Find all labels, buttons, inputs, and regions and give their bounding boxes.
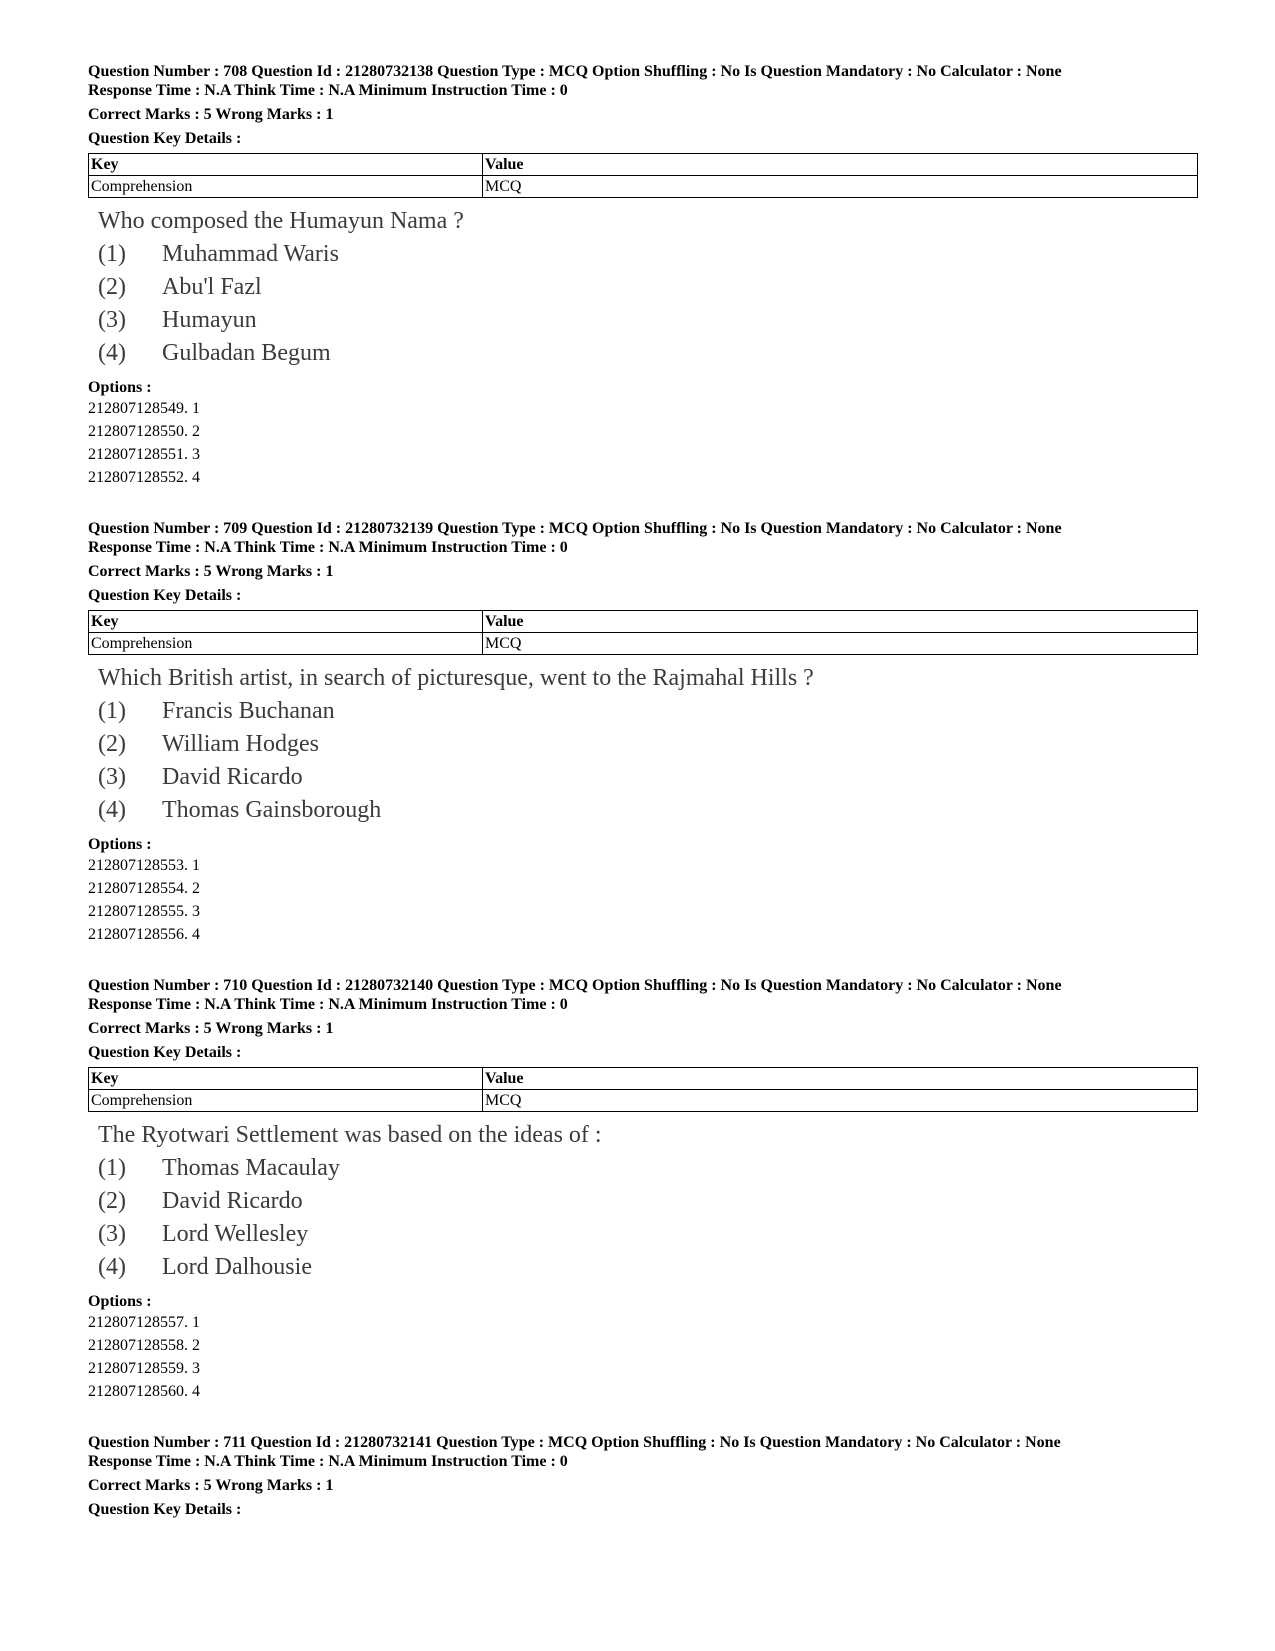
key-details-label: Question Key Details :	[88, 1501, 242, 1518]
question-meta-line-1: Question Number : 711 Question Id : 21280732141 Question Type : MCQ Option Shuffling : No Is Question Mandatory : No Calculator : None	[88, 1434, 1061, 1451]
option-line: 212807128558. 2	[88, 1337, 200, 1354]
choice-number: (4)	[98, 1254, 126, 1280]
choice-number: (2)	[98, 731, 126, 757]
choice-item	[98, 1185, 1198, 1218]
choice-text: William Hodges	[162, 731, 320, 757]
marks-line: Correct Marks : 5 Wrong Marks : 1	[88, 1477, 334, 1494]
table-header-key: Key	[89, 1068, 483, 1090]
key-details-table	[88, 610, 1198, 655]
choice-number: (1)	[98, 1155, 126, 1181]
options-label: Options :	[88, 836, 152, 853]
table-header-row	[89, 154, 1198, 176]
choice-item	[98, 728, 1198, 761]
table-row	[89, 1090, 1198, 1112]
choice-number: (3)	[98, 764, 126, 790]
key-details-table	[88, 1067, 1198, 1112]
option-line: 212807128552. 4	[88, 469, 200, 486]
table-cell-value: MCQ	[483, 633, 1198, 655]
choice-number: (2)	[98, 274, 126, 300]
choice-item	[98, 695, 1198, 728]
option-line: 212807128550. 2	[88, 423, 200, 440]
table-header-value: Value	[483, 1068, 1198, 1090]
option-line: 212807128556. 4	[88, 926, 200, 943]
option-line: 212807128549. 1	[88, 400, 200, 417]
choice-text: Abu'l Fazl	[162, 274, 262, 300]
choice-item	[98, 1251, 1198, 1284]
choice-number: (3)	[98, 1221, 126, 1247]
table-cell-value: MCQ	[483, 1090, 1198, 1112]
question-image	[98, 206, 1198, 370]
table-header-value: Value	[483, 154, 1198, 176]
choice-text: David Ricardo	[162, 1188, 303, 1214]
options-label: Options :	[88, 1293, 152, 1310]
key-details-label: Question Key Details :	[88, 1044, 242, 1061]
choice-item	[98, 238, 1198, 271]
question-text: The Ryotwari Settlement was based on the ideas of :	[98, 1122, 602, 1148]
option-line: 212807128559. 3	[88, 1360, 200, 1377]
choice-text: Muhammad Waris	[162, 241, 339, 267]
table-header-key: Key	[89, 611, 483, 633]
marks-line: Correct Marks : 5 Wrong Marks : 1	[88, 1020, 334, 1037]
question-meta-line-1: Question Number : 708 Question Id : 21280732138 Question Type : MCQ Option Shuffling : No Is Question Mandatory : No Calculator : None	[88, 63, 1062, 80]
option-line: 212807128555. 3	[88, 903, 200, 920]
choice-text: Lord Wellesley	[162, 1221, 309, 1247]
choice-text: Gulbadan Begum	[162, 340, 331, 366]
option-line: 212807128551. 3	[88, 446, 200, 463]
key-details-label: Question Key Details :	[88, 130, 242, 147]
choice-number: (4)	[98, 797, 126, 823]
question-block-709	[88, 519, 1198, 946]
choice-item	[98, 1152, 1198, 1185]
question-meta-line-2: Response Time : N.A Think Time : N.A Minimum Instruction Time : 0	[88, 82, 568, 99]
choice-item	[98, 271, 1198, 304]
table-row	[89, 176, 1198, 198]
question-block-711	[88, 1433, 1198, 1519]
choice-text: Lord Dalhousie	[162, 1254, 312, 1280]
marks-line: Correct Marks : 5 Wrong Marks : 1	[88, 106, 334, 123]
choice-item	[98, 304, 1198, 337]
question-meta-line-2: Response Time : N.A Think Time : N.A Minimum Instruction Time : 0	[88, 996, 568, 1013]
key-details-label: Question Key Details :	[88, 587, 242, 604]
table-cell-key: Comprehension	[89, 633, 483, 655]
table-header-value: Value	[483, 611, 1198, 633]
table-cell-value: MCQ	[483, 176, 1198, 198]
choice-text: Humayun	[162, 307, 257, 333]
option-line: 212807128553. 1	[88, 857, 200, 874]
choice-text: Thomas Gainsborough	[162, 797, 382, 823]
choice-number: (2)	[98, 1188, 126, 1214]
table-cell-key: Comprehension	[89, 1090, 483, 1112]
question-image	[98, 1120, 1198, 1284]
option-line: 212807128560. 4	[88, 1383, 200, 1400]
marks-line: Correct Marks : 5 Wrong Marks : 1	[88, 563, 334, 580]
choice-item	[98, 337, 1198, 370]
choice-item	[98, 794, 1198, 827]
question-block-710	[88, 976, 1198, 1403]
table-header-row	[89, 1068, 1198, 1090]
choice-text: Francis Buchanan	[162, 698, 335, 724]
choice-text: Thomas Macaulay	[162, 1155, 340, 1181]
choice-item	[98, 1218, 1198, 1251]
table-header-row	[89, 611, 1198, 633]
key-details-table	[88, 153, 1198, 198]
table-cell-key: Comprehension	[89, 176, 483, 198]
option-line: 212807128557. 1	[88, 1314, 200, 1331]
table-row	[89, 633, 1198, 655]
question-meta-line-2: Response Time : N.A Think Time : N.A Minimum Instruction Time : 0	[88, 539, 568, 556]
choice-text: David Ricardo	[162, 764, 303, 790]
choice-item	[98, 761, 1198, 794]
option-line: 212807128554. 2	[88, 880, 200, 897]
options-label: Options :	[88, 379, 152, 396]
choice-number: (1)	[98, 698, 126, 724]
document-page	[88, 62, 1198, 1549]
question-meta-line-2: Response Time : N.A Think Time : N.A Minimum Instruction Time : 0	[88, 1453, 568, 1470]
table-header-key: Key	[89, 154, 483, 176]
question-block-708	[88, 62, 1198, 489]
question-meta-line-1: Question Number : 709 Question Id : 21280732139 Question Type : MCQ Option Shuffling : No Is Question Mandatory : No Calculator : None	[88, 520, 1062, 537]
question-text: Who composed the Humayun Nama ?	[98, 208, 464, 234]
choice-number: (3)	[98, 307, 126, 333]
choice-number: (4)	[98, 340, 126, 366]
choice-number: (1)	[98, 241, 126, 267]
question-text: Which British artist, in search of picturesque, went to the Rajmahal Hills ?	[98, 665, 814, 691]
question-meta-line-1: Question Number : 710 Question Id : 21280732140 Question Type : MCQ Option Shuffling : No Is Question Mandatory : No Calculator : None	[88, 977, 1062, 994]
question-image	[98, 663, 1198, 827]
